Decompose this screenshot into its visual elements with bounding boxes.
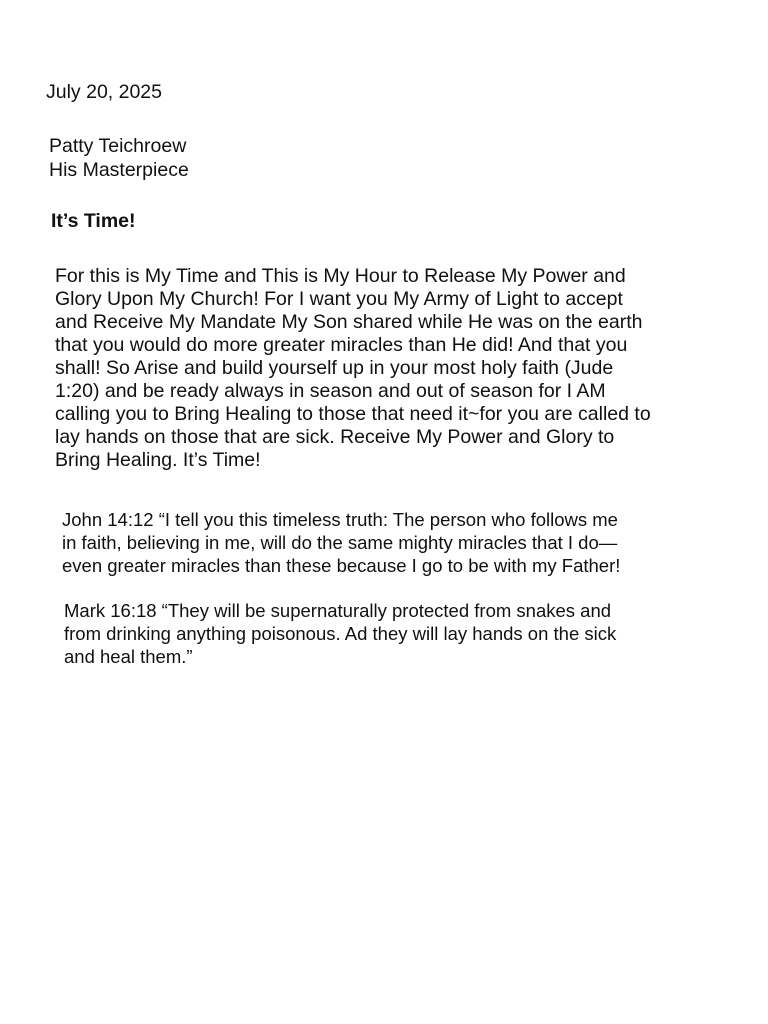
verse-line: even greater miracles than these because I go to be with my Father! <box>62 555 621 576</box>
body-line: shall! So Arise and build yourself up in your most holy faith (Jude <box>55 357 614 379</box>
body-line: Glory Upon My Church! For I want you My Army of Light to accept <box>55 288 623 310</box>
body-line: For this is My Time and This is My Hour to Release My Power and <box>55 265 626 287</box>
date: July 20, 2025 <box>46 81 163 103</box>
body-line: that you would do more greater miracles than He did! And that you <box>55 334 628 356</box>
verse-line: in faith, believing in me, will do the same mighty miracles that I do— <box>62 532 618 553</box>
document-title: It’s Time! <box>51 210 136 232</box>
author-subtitle: His Masterpiece <box>49 159 189 181</box>
body-line: lay hands on those that are sick. Receive My Power and Glory to <box>55 426 615 448</box>
verse-line: from drinking anything poisonous. Ad they will lay hands on the sick <box>64 623 617 644</box>
verse-line: John 14:12 “I tell you this timeless truth: The person who follows me <box>62 509 618 530</box>
body-line: Bring Healing. It’s Time! <box>55 449 261 471</box>
verse-line: Mark 16:18 “They will be supernaturally protected from snakes and <box>64 600 612 621</box>
author-name: Patty Teichroew <box>49 135 187 157</box>
verse-line: and heal them.” <box>64 646 193 667</box>
body-line: and Receive My Mandate My Son shared while He was on the earth <box>55 311 643 333</box>
body-line: calling you to Bring Healing to those that need it~for you are called to <box>55 403 651 425</box>
body-line: 1:20) and be ready always in season and out of season for I AM <box>55 380 606 402</box>
